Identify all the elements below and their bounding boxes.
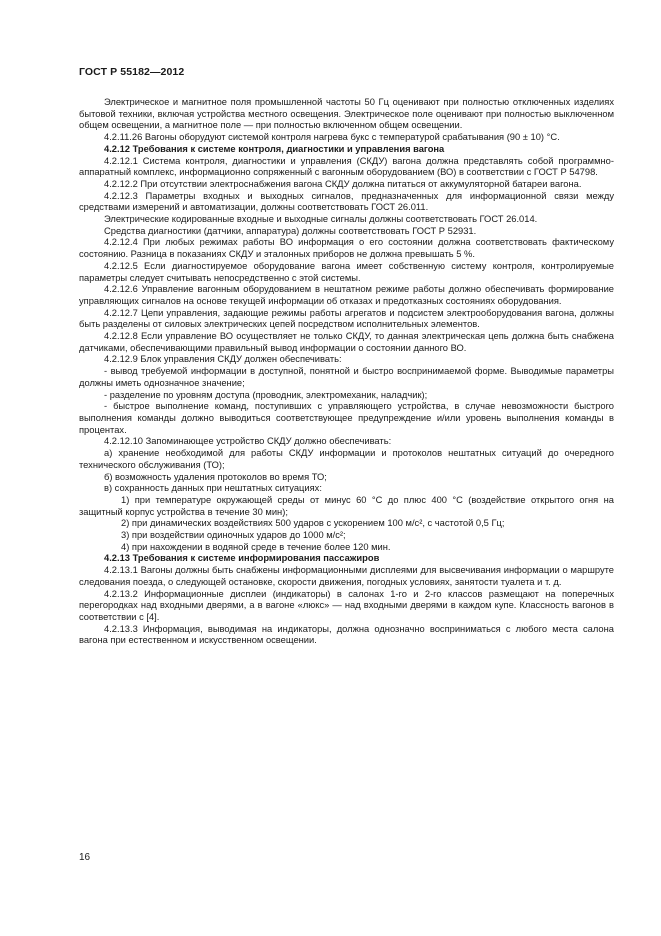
paragraph: 4.2.12.5 Если диагностируемое оборудование вагона имеет собственную систему контроля, контролируемые параметры следует считывать непосредственно с этой системы. <box>79 260 614 283</box>
document-body <box>79 97 614 647</box>
paragraph: 4.2.12.10 Запоминающее устройство СКДУ должно обеспечивать: <box>104 436 392 447</box>
paragraph: Электрические кодированные входные и выходные сигналы должны соответствовать ГОСТ 26.014. <box>104 214 538 225</box>
sub-list-item: 3) при воздействии одиночных ударов до 1000 м/с²; <box>121 530 346 541</box>
paragraph: Электрическое и магнитное поля промышленной частоты 50 Гц оценивают при полностью отключенных изделиях бытовой техники, включая устройства местного освещения. Электрическое поле оценивают при полностью выключенном общем освещении, а магнитное поле — при полностью включенном общем освещении. <box>79 97 614 131</box>
section-heading: 4.2.12 Требования к системе контроля, диагностики и управления вагона <box>104 143 445 154</box>
paragraph: 4.2.13.3 Информация, выводимая на индикаторы, должна однозначно восприниматься с любого места салона вагона при естественном и искусственном освещении. <box>79 623 614 646</box>
page-number: 16 <box>79 852 91 863</box>
list-item: - быстрое выполнение команд, поступивших с управляющего устройства, в случае невозможности быстрого выполнения команды должно выводиться соответствующее предупреждение и/или уровень выполнения команды в процентах. <box>79 401 614 435</box>
list-item: б) возможность удаления протоколов во время ТО; <box>104 471 327 482</box>
paragraph: 4.2.12.4 При любых режимах работы ВО информация о его состоянии должна соответствовать фактическому состоянию. Разница в показаниях СКДУ и эталонных приборов не должна превышать 5 %. <box>79 237 614 260</box>
section-heading: 4.2.13 Требования к системе информирования пассажиров <box>104 553 380 564</box>
list-item: - вывод требуемой информации в доступной, понятной и быстро воспринимаемой форме. Выводимые параметры должны иметь однозначное значение; <box>79 366 614 388</box>
paragraph: 4.2.12.9 Блок управления СКДУ должен обеспечивать: <box>104 354 342 365</box>
sub-list-item: 1) при температуре окружающей среды от минус 60 °С до плюс 400 °С (воздействие открытого огня на защитный корпус устройства в течение 30 мин); <box>79 494 614 517</box>
paragraph: 4.2.12.2 При отсутствии электроснабжения вагона СКДУ должна питаться от аккумуляторной батареи вагона. <box>104 178 582 189</box>
list-item: - разделение по уровням доступа (проводник, электромеханик, наладчик); <box>104 389 428 400</box>
paragraph: 4.2.12.3 Параметры входных и выходных сигналов, предназначенных для информационной связи между средствами измерений и автоматизации, должны соответствовать ГОСТ 26.011. <box>79 190 614 213</box>
paragraph: 4.2.13.2 Информационные дисплеи (индикаторы) в салонах 1-го и 2-го классов размещают на поперечных перегородках над входными дверями, а в вагоне «люкс» — над входными дверями в каждом купе. Классность вагонов в соответствии с [4]. <box>79 588 614 622</box>
paragraph: 4.2.11.26 Вагоны оборудуют системой контроля нагрева букс с температурой срабатывания (90 ± 10) °С. <box>104 132 560 143</box>
paragraph: 4.2.12.8 Если управление ВО осуществляет не только СКДУ, то данная электрическая цепь должна быть снабжена датчиками, обеспечивающими правильный вывод информации о состоянии данного ВО. <box>79 331 614 353</box>
sub-list-item: 4) при нахождении в водяной среде в течение более 120 мин. <box>121 541 391 552</box>
paragraph: Средства диагностики (датчики, аппаратура) должны соответствовать ГОСТ Р 52931. <box>104 225 477 236</box>
document-header: ГОСТ Р 55182—2012 <box>79 66 185 78</box>
paragraph: 4.2.12.1 Система контроля, диагностики и управления (СКДУ) вагона должна представлять собой программно-аппаратный комплекс, информационно сопряженный с вагонным оборудованием (ВО) в соответствии с ГОСТ Р 54798. <box>79 155 614 178</box>
paragraph: 4.2.13.1 Вагоны должны быть снабжены информационными дисплеями для высвечивания информации о маршруте следования поезда, о следующей остановке, скорости движения, погодных условиях, занятости туалета и т. д. <box>79 565 614 587</box>
list-item: в) сохранность данных при нештатных ситуациях: <box>104 483 322 494</box>
paragraph: 4.2.12.7 Цепи управления, задающие режимы работы агрегатов и подсистем электрооборудования вагона, должны быть разделены от силовых электрических цепей посредством исполнительных элементов. <box>79 307 614 330</box>
paragraph: 4.2.12.6 Управление вагонным оборудованием в нештатном режиме работы должно обеспечивать формирование управляющих сигналов на основе текущей информации об отказах и предотказных состояниях оборудования. <box>79 284 614 306</box>
sub-list-item: 2) при динамических воздействиях 500 ударов с ускорением 100 м/с², с частотой 0,5 Гц; <box>121 518 505 529</box>
list-item: а) хранение необходимой для работы СКДУ информации и протоколов нештатных ситуаций до очередного технического обслуживания (ТО); <box>79 448 614 470</box>
